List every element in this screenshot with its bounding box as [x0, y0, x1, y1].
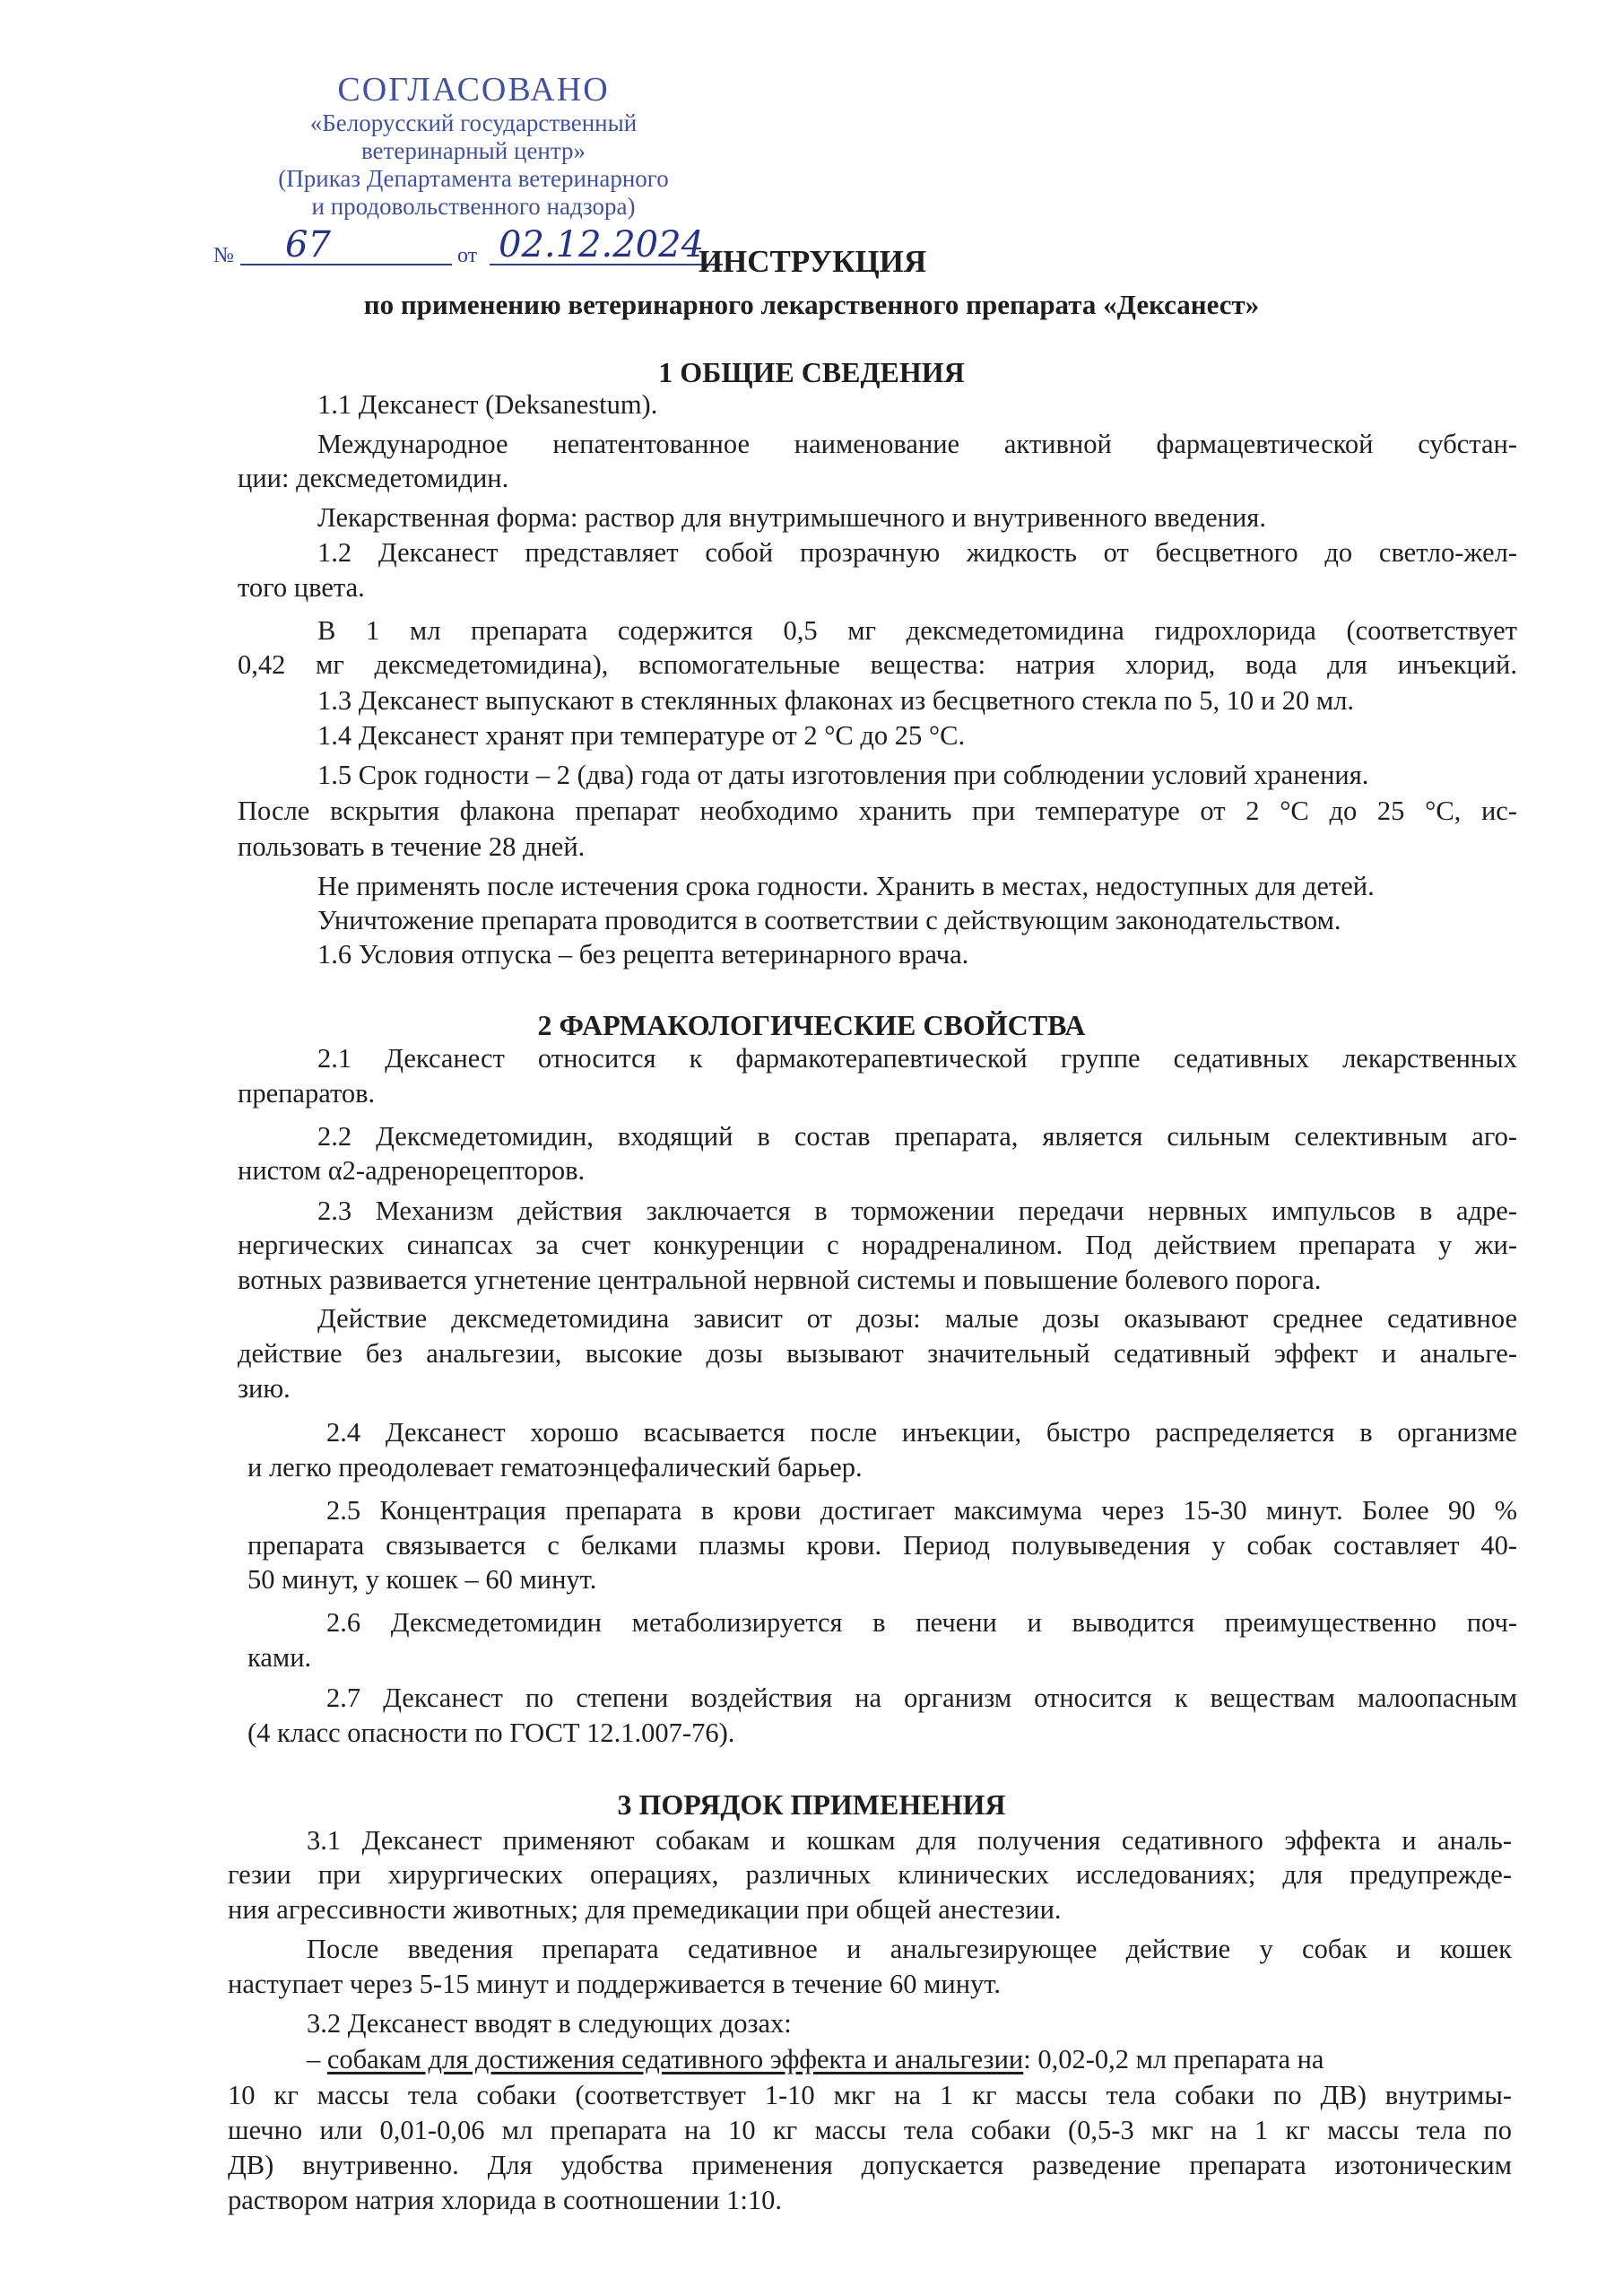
text-line: препаратов.: [238, 1078, 376, 1109]
text-line: 1.3 Дексанест выпускают в стеклянных флаконах из бесцветного стекла по 5, 10 и 20 мл.: [317, 685, 1355, 716]
text-line: ции: дексмедетомидин.: [238, 463, 509, 493]
date-label: от: [457, 244, 478, 267]
text-line: 2.2 Дексмедетомидин, входящий в состав препарата, является сильным селективным аго-: [317, 1121, 1517, 1152]
number-label: №: [213, 244, 234, 267]
text-line: Не применять после истечения срока годности. Хранить в местах, недоступных для детей.: [317, 871, 1375, 901]
text-line: ДВ) внутривенно. Для удобства применения допускается разведение препарата изотоническим: [228, 2150, 1512, 2180]
text-line: препарата связывается с белками плазмы крови. Период полувыведения у собак составляет 40-: [247, 1530, 1517, 1561]
text-line: 1.1 Дексанест (Deksanestum).: [317, 389, 658, 420]
text-line: 1.4 Дексанест хранят при температуре от 2 °С до 25 °С.: [317, 720, 966, 751]
stamp-line: «Белорусский государственный: [309, 109, 638, 136]
text-line: 3.1 Дексанест применяют собакам и кошкам для получения седативного эффекта и аналь-: [307, 1825, 1512, 1856]
text-line: 1.2 Дексанест представляет собой прозрачную жидкость от бесцветного до светло-жел-: [317, 537, 1517, 568]
dose-underlined-text: собакам для достижения седативного эффекта и анальгезии: [326, 2044, 1024, 2074]
text-line: 1.5 Срок годности – 2 (два) года от даты изготовления при соблюдении условий хранения.: [317, 760, 1369, 790]
handwritten-number: 67: [285, 224, 331, 265]
text-line: нистом α2-адренорецепторов.: [238, 1155, 586, 1186]
text-line: 3.2 Дексанест вводят в следующих дозах:: [307, 2008, 792, 2039]
approval-stamp: [204, 70, 742, 221]
text-line: 50 минут, у кошек – 60 минут.: [247, 1564, 597, 1595]
text-line: пользовать в течение 28 дней.: [238, 831, 586, 862]
stamp-line: и продовольственного надзора): [311, 193, 636, 220]
text-line: 2.7 Дексанест по степени воздействия на организм относится к веществам малоопасным: [326, 1683, 1517, 1713]
section-heading: 1 ОБЩИЕ СВЕДЕНИЯ: [658, 356, 965, 388]
text-line: После вскрытия флакона препарат необходимо хранить при температуре от 2 °С до 25 °С, ис-: [238, 796, 1517, 826]
text-line: зию.: [238, 1373, 291, 1404]
text-line: В 1 мл препарата содержится 0,5 мг дексмедетомидина гидрохлорида (соответствует: [317, 615, 1517, 646]
text-line: наступает через 5-15 минут и поддерживается в течение 60 минут.: [228, 1969, 1001, 1999]
text-line: 10 кг массы тела собаки (соответствует 1-10 мкг на 1 кг массы тела собаки по ДВ) внутримы-: [228, 2080, 1512, 2110]
section-heading: 2 ФАРМАКОЛОГИЧЕСКИЕ СВОЙСТВА: [537, 1009, 1086, 1041]
text-line: 2.3 Механизм действия заключается в торможении передачи нервных импульсов в адре-: [317, 1196, 1517, 1226]
text-line: 0,42 мг дексмедетомидина), вспомогательные вещества: натрия хлорид, вода для инъекций.: [238, 649, 1517, 680]
stamp-title: СОГЛАСОВАНО: [337, 71, 610, 109]
text-line: (4 класс опасности по ГОСТ 12.1.007-76).: [247, 1718, 735, 1748]
text-line: действие без анальгезии, высокие дозы вызывают значительный седативный эффект и анальге-: [238, 1338, 1517, 1369]
text-line: Лекарственная форма: раствор для внутримышечного и внутривенного введения.: [317, 502, 1266, 533]
text-line: 2.1 Дексанест относится к фармакотерапевтической группе седативных лекарственных: [317, 1043, 1517, 1074]
text-line: того цвета.: [238, 572, 365, 603]
text-line: 2.4 Дексанест хорошо всасывается после инъекции, быстро распределяется в организме: [326, 1417, 1517, 1448]
text-line: Уничтожение препарата проводится в соответствии с действующим законодательством.: [317, 905, 1341, 935]
text-line: и легко преодолевает гематоэнцефалический барьер.: [247, 1452, 863, 1483]
dose-dash: –: [307, 2044, 321, 2074]
text-line: Международное непатентованное наименование активной фармацевтической субстан-: [317, 429, 1517, 459]
document-title: ИНСТРУКЦИЯ: [698, 244, 927, 279]
text-line: шечно или 0,01-0,06 мл препарата на 10 кг массы тела собаки (0,5-3 мкг на 1 кг массы тела по: [228, 2115, 1512, 2145]
stamp-line: (Приказ Департамента ветеринарного: [278, 165, 669, 192]
dose-rest-text: : 0,02-0,2 мл препарата на: [1023, 2044, 1324, 2074]
dose-line: [307, 2042, 1512, 2076]
text-line: ками.: [247, 1642, 312, 1673]
text-line: 2.6 Дексмедетомидин метаболизируется в печени и выводится преимущественно поч-: [326, 1607, 1517, 1638]
handwritten-date: 02.12.2024: [499, 224, 705, 265]
text-line: 2.5 Концентрация препарата в крови достигает максимума через 15-30 минут. Более 90 %: [326, 1495, 1517, 1526]
document-subtitle: по применению ветеринарного лекарственного препарата «Дексанест»: [363, 289, 1260, 320]
text-line: ния агрессивности животных; для премедикации при общей анестезии.: [228, 1894, 1062, 1925]
text-line: 1.6 Условия отпуска – без рецепта ветеринарного врача.: [317, 939, 969, 970]
text-line: нергических синапсах за счет конкуренции с норадреналином. Под действием препарата у жи-: [238, 1230, 1517, 1260]
text-line: гезии при хирургических операциях, различных клинических исследованиях; для предупрежде-: [228, 1859, 1512, 1890]
section-heading: 3 ПОРЯДОК ПРИМЕНЕНИЯ: [617, 1788, 1006, 1821]
text-line: раствором натрия хлорида в соотношении 1:10.: [228, 2185, 782, 2215]
text-line: После введения препарата седативное и анальгезирующее действие у собак и кошек: [307, 1934, 1512, 1964]
text-line: вотных развивается угнетение центральной нервной системы и повышение болевого порога.: [238, 1265, 1322, 1295]
stamp-line: ветеринарный центр»: [360, 137, 586, 164]
text-line: Действие дексмедетомидина зависит от дозы: малые дозы оказывают среднее седативное: [317, 1303, 1517, 1334]
